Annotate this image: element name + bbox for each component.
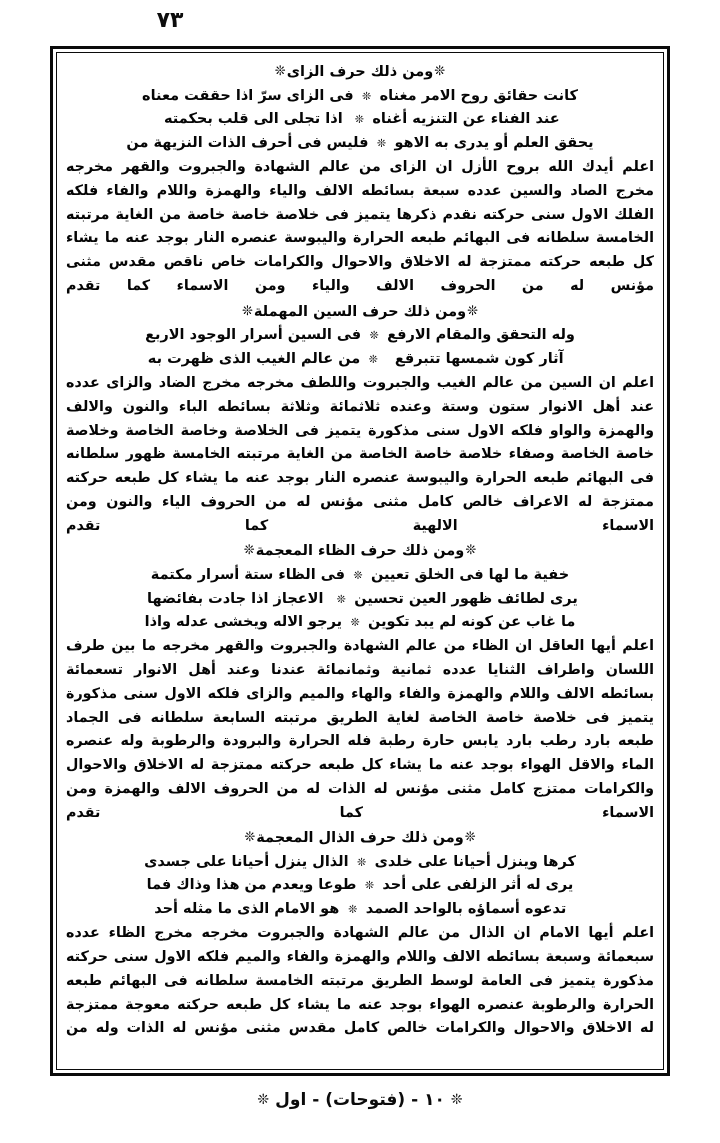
footer-signature-number: ١٠ xyxy=(424,1090,445,1110)
section-heading-zay xyxy=(66,62,654,84)
verse-line xyxy=(66,348,654,371)
ornament-icon: ❊ xyxy=(467,303,479,319)
section-heading-zaa-text: ومن ذلك حرف الظاء المعجمة xyxy=(255,543,465,560)
verse-separator-icon: ❊ xyxy=(357,855,367,869)
hemistich-right: فى السين أسرار الوجود الاربع xyxy=(145,327,362,344)
hemistich-right: من عالم الغيب الذى ظهرت به xyxy=(147,350,361,367)
verse-separator-icon: ❊ xyxy=(354,113,364,127)
hemistich-left: آثار كون شمسها تتبرقع xyxy=(394,350,564,367)
hemistich-left: يرى له أثر الزلفى على أحد xyxy=(382,877,574,894)
verse-separator-icon: ❊ xyxy=(350,615,360,629)
verse-line xyxy=(66,108,654,131)
ornament-icon: ❊ xyxy=(257,1092,270,1108)
verse-separator-icon: ❊ xyxy=(369,329,379,343)
ornament-icon: ❊ xyxy=(274,64,286,79)
hemistich-left: ما غاب عن كونه لم يبد تكوين xyxy=(368,613,576,630)
section-heading-zay-text: ومن ذلك حرف الزاى xyxy=(286,64,434,80)
hemistich-left: كانت حقائق روح الامر مغناه xyxy=(379,87,578,104)
hemistich-right: يرجو الاله ويخشى عدله واذا xyxy=(144,613,343,630)
hemistich-right: طوعا ويعدم من هذا وذاك فما xyxy=(146,877,357,894)
hemistich-left: تدعوه أسماؤه بالواحد الصمد xyxy=(365,900,567,917)
prose-paragraph-zay: اعلم أيدك الله بروح الأزل ان الزاى من عالم الشهادة والجبروت والقهر مخرجه مخرج الصاد والسين عدده سبعة بسائطه الالف والياء والهمزة واللام والفاء فلكه الفلك الاول سنى حركته نقدم ذكرها يتميز فى خلاصة خاصة خاصة من الغاية مرتبته الخامسة سلطانه فى البهائم طبعه الحرارة واليبوسة عنصره النار بوجد عنه ما يشاء كل طبعه حركته ممتزجة له الاخلاق والاحوال والكرامات خاص ناقص مقدس مثنى مؤنس له من الحروف الالف والياء ومن الاسماء كما تقدم xyxy=(66,159,654,294)
verse-line xyxy=(66,874,654,897)
ornament-icon: ❊ xyxy=(434,64,446,79)
prose-paragraph-dhal: اعلم أيها الامام ان الذال من عالم الشهادة والجبروت مخرجه مخرج الظاء عدده سبعمائة وسبعة بسائطه الالف واللام والهمزة والفاء والميم فلكه الاول سنى حركته مذكورة يتميز فى العامة لوسط الطريق مرتبته الخامسة سلطانه فى البهائم طبعه الحرارة والرطوبة عنصره الهواء بوجد عنه ما يشاء كل طبعه حركته معوجة ممتزجة له الاخلاق والاحوال والكرامات خالص كامل مقدس مثنى مؤنس له الذات وله من xyxy=(66,925,654,1037)
verse-separator-icon: ❊ xyxy=(353,569,363,583)
footer-signature xyxy=(0,1090,720,1110)
hemistich-right: اذا تجلى الى قلب بحكمته xyxy=(164,111,343,128)
verse-block-zaa xyxy=(66,564,654,634)
hemistich-right: الاعجاز اذا جادت بفائضها xyxy=(147,590,324,607)
section-heading-zaa xyxy=(66,541,654,563)
verse-line xyxy=(66,564,654,587)
hemistich-right: فليس فى أحرف الذات النزيهة من xyxy=(126,134,369,151)
page-border-frame xyxy=(50,46,670,1076)
verse-separator-icon: ❊ xyxy=(348,902,358,916)
ornament-icon: ❊ xyxy=(241,303,253,319)
hemistich-left: وله التحقق والمقام الارفع xyxy=(387,327,575,344)
verse-separator-icon: ❊ xyxy=(376,136,387,150)
hemistich-right: فى الزاى سرّ اذا حققت معناه xyxy=(142,87,354,104)
ornament-icon: ❊ xyxy=(464,830,476,846)
verse-separator-icon: ❊ xyxy=(336,592,346,606)
verse-block-zay xyxy=(66,85,654,155)
verse-line xyxy=(66,851,654,874)
page-number xyxy=(0,8,720,33)
verse-line xyxy=(66,324,654,347)
prose-paragraph-sin: اعلم ان السين من عالم الغيب والجبروت واللطف مخرجه مخرج الضاد والزاى عدده عند أهل الانوار ستون وستة وعنده ثلاثمائة وثلاثة بسائطه الباء والنون والالف والهمزة والواو فلكه الاول سنى مذكورة يتميز فى الخلاصة وخاصة الخاصة وخلاصة خاصة الخاصة وصفاء خلاصة خاصة الخاصة من الغاية مرتبته الخامسة ظهور سلطانه فى البهائم طبعه الحرارة واليبوسة عنصره النار بوجد عنه ما يشاء كل طبعه حركته ممتزجة له الاعراف خالص كامل مثنى مؤنس له من الحروف الياء والنون ومن الاسماء الالهية كما تقدم xyxy=(66,375,654,534)
ornament-icon: ❊ xyxy=(450,1092,463,1108)
verse-line xyxy=(66,85,654,108)
hemistich-left: خفية ما لها فى الخلق تعيين xyxy=(370,567,570,584)
page-number-value: ٧٣ xyxy=(156,8,184,33)
footer-volume: اول xyxy=(275,1090,307,1110)
verse-line xyxy=(66,588,654,611)
section-heading-dhal xyxy=(66,828,654,850)
hemistich-left: يحقق العلم أو يدرى به الاهو xyxy=(394,134,594,151)
hemistich-left: عند الفناء عن التنزيه أغناه xyxy=(372,111,560,128)
hemistich-right: الذال ينزل أحيانا على جسدى xyxy=(144,853,349,870)
verse-line xyxy=(66,132,654,155)
hemistich-left: يرى لطائف ظهور العين تحسين xyxy=(354,590,578,607)
prose-paragraph-zaa: اعلم أيها العاقل ان الظاء من عالم الشهادة والجبروت والقهر مخرجه ما بين طرف اللسان واطراف الثنايا عدده ثمانية وثمانمائة عندنا وعند أهل الانوار تسعمائة بسائطه الالف واللام والهمزة والفاء والهاء والميم والزاى فلكه الاول سنى مذكورة يتميز فى خلاصة خاصة الخاصة لغاية الطريق مرتبته السابعة سلطانه فى الجماد طبعه بارد رطب بارد يابس حارة رطبة فله الحرارة والبرودة والرطوبة وله عنصره الماء والاقل الهواء بوجد عنه ما يشاء كل طبعه حركته ممتزجة له الاخلاق والاحوال والكرامات ممتزج كامل مثنى مؤنس له الذات له من الحروف الالف والهمزة ومن الاسماء كما تقدم xyxy=(66,638,654,821)
section-heading-sin xyxy=(66,302,654,324)
verse-line xyxy=(66,611,654,634)
verse-separator-icon: ❊ xyxy=(361,89,372,103)
ornament-icon: ❊ xyxy=(465,543,477,559)
verse-separator-icon: ❊ xyxy=(368,352,378,366)
hemistich-left: كرها وينزل أحيانا على خلدى xyxy=(374,853,576,870)
verse-line xyxy=(66,898,654,921)
verse-separator-icon: ❊ xyxy=(364,879,375,893)
section-heading-dhal-text: ومن ذلك حرف الذال المعجمة xyxy=(256,830,464,847)
ornament-icon: ❊ xyxy=(243,543,255,559)
verse-block-dhal xyxy=(66,851,654,921)
page-content xyxy=(60,55,660,1067)
verse-block-sin xyxy=(66,324,654,371)
footer-dash: - xyxy=(411,1090,419,1110)
footer-dash: - xyxy=(312,1090,320,1110)
ornament-icon: ❊ xyxy=(244,830,256,846)
hemistich-right: فى الظاء ستة أسرار مكتمة xyxy=(150,567,345,584)
hemistich-right: هو الامام الذى ما مثله أحد xyxy=(154,900,340,917)
footer-book-title: (فتوحات) xyxy=(325,1090,406,1110)
section-heading-sin-text: ومن ذلك حرف السين المهملة xyxy=(253,303,467,320)
